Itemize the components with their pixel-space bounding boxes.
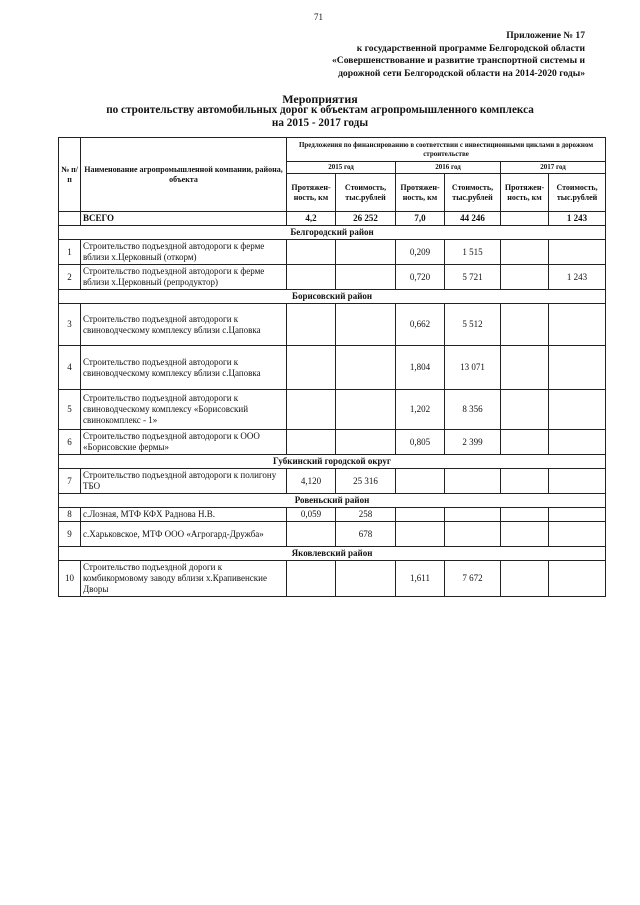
- section-title: Белгородский район: [59, 226, 606, 240]
- cost-2016: 5 721: [445, 265, 501, 290]
- header-num: № п/п: [59, 138, 81, 212]
- length-2016: 1,611: [396, 561, 445, 597]
- appendix-header: [300, 30, 585, 80]
- cost-2016: 1 515: [445, 240, 501, 265]
- cost-2016: 7 672: [445, 561, 501, 597]
- document-subtitle: по строительству автомобильных дорог к объектам агропромышленного комплекса: [106, 104, 534, 116]
- section-row: [59, 455, 606, 469]
- section-title: Ровеньский район: [59, 494, 606, 508]
- cost-2016: [445, 469, 501, 494]
- cost-2015: [336, 304, 396, 346]
- row-number: 8: [59, 508, 81, 522]
- length-2017: [501, 265, 549, 290]
- table-row: [59, 346, 606, 390]
- row-number: 10: [59, 561, 81, 597]
- object-name: Строительство подъездной автодороги к полигону ТБО: [81, 469, 287, 494]
- length-2015: [287, 390, 336, 430]
- object-name: Строительство подъездной дороги к комбикормовому заводу вблизи х.Крапивенские Дворы: [81, 561, 287, 597]
- row-number: 9: [59, 522, 81, 547]
- object-name: с.Лозная, МТФ КФХ Раднова Н.В.: [81, 508, 287, 522]
- table-row: [59, 304, 606, 346]
- appendix-line-3: «Совершенствование и развитие транспортной системы и: [331, 55, 585, 67]
- length-2015: [287, 561, 336, 597]
- total-length-2015: 4,2: [287, 212, 336, 226]
- cost-2016: 8 356: [445, 390, 501, 430]
- length-2017: [501, 390, 549, 430]
- length-2017: [501, 522, 549, 547]
- table-row: [59, 508, 606, 522]
- appendix-line-4: дорожной сети Белгородской области на 2014-2020 годы»: [338, 67, 585, 79]
- section-title: Борисовский район: [59, 290, 606, 304]
- length-2016: 0,805: [396, 430, 445, 455]
- length-2015: [287, 265, 336, 290]
- table-row: [59, 469, 606, 494]
- total-cost-2017: 1 243: [549, 212, 606, 226]
- length-2017: [501, 304, 549, 346]
- header-length-2015: Протяжен-ность, км: [287, 174, 336, 212]
- length-2016: [396, 522, 445, 547]
- cost-2017: [549, 508, 606, 522]
- length-2017: [501, 346, 549, 390]
- cost-2017: [549, 469, 606, 494]
- length-2015: [287, 430, 336, 455]
- header-year-2017: 2017 год: [501, 162, 606, 174]
- object-name: Строительство подъездной автодороги к ООО «Борисовские фермы»: [81, 430, 287, 455]
- section-title: Губкинский городской округ: [59, 455, 606, 469]
- cost-2015: 25 316: [336, 469, 396, 494]
- cost-2016: [445, 508, 501, 522]
- length-2015: 0,059: [287, 508, 336, 522]
- cost-2015: [336, 265, 396, 290]
- cost-2015: [336, 390, 396, 430]
- length-2015: [287, 346, 336, 390]
- length-2017: [501, 430, 549, 455]
- row-number: 1: [59, 240, 81, 265]
- table-row: [59, 430, 606, 455]
- section-row: [59, 290, 606, 304]
- length-2016: [396, 508, 445, 522]
- cost-2017: [549, 430, 606, 455]
- header-length-2017: Протяжен-ность, км: [501, 174, 549, 212]
- table-row: [59, 561, 606, 597]
- cost-2017: [549, 240, 606, 265]
- section-row: [59, 226, 606, 240]
- row-number: 7: [59, 469, 81, 494]
- measures-table: [58, 137, 606, 597]
- header-year-2015: 2015 год: [287, 162, 396, 174]
- length-2016: 0,209: [396, 240, 445, 265]
- section-row: [59, 494, 606, 508]
- table-row: [59, 265, 606, 290]
- section-title: Яковлевский район: [59, 547, 606, 561]
- length-2015: [287, 304, 336, 346]
- cost-2016: 2 399: [445, 430, 501, 455]
- total-row: [59, 212, 606, 226]
- cost-2017: [549, 522, 606, 547]
- object-name: Строительство подъездной автодороги к свиноводческому комплексу вблизи с.Цаповка: [81, 304, 287, 346]
- cost-2017: [549, 390, 606, 430]
- header-proposals: Предложения по финансированию в соответствии с инвестиционными циклами в дорожном строительстве: [287, 138, 606, 162]
- cost-2016: 13 071: [445, 346, 501, 390]
- length-2017: [501, 469, 549, 494]
- cost-2015: [336, 430, 396, 455]
- object-name: Строительство подъездной автодороги к ферме вблизи х.Церковный (репродуктор): [81, 265, 287, 290]
- length-2016: 1,804: [396, 346, 445, 390]
- cost-2017: [549, 346, 606, 390]
- total-length-2016: 7,0: [396, 212, 445, 226]
- length-2016: 0,720: [396, 265, 445, 290]
- cost-2015: 258: [336, 508, 396, 522]
- total-cost-2016: 44 246: [445, 212, 501, 226]
- length-2015: [287, 240, 336, 265]
- length-2017: [501, 240, 549, 265]
- row-number: 4: [59, 346, 81, 390]
- cost-2016: [445, 522, 501, 547]
- header-year-2016: 2016 год: [396, 162, 501, 174]
- total-num-cell: [59, 212, 81, 226]
- table-row: [59, 390, 606, 430]
- total-length-2017: [501, 212, 549, 226]
- cost-2017: [549, 561, 606, 597]
- object-name: Строительство подъездной автодороги к свиноводческому комплексу вблизи с.Цаповка: [81, 346, 287, 390]
- object-name: с.Харьковское, МТФ ООО «Агрогард-Дружба»: [81, 522, 287, 547]
- object-name: Строительство подъездной автодороги к ферме вблизи х.Церковный (откорм): [81, 240, 287, 265]
- length-2017: [501, 561, 549, 597]
- document-title: Мероприятия: [282, 92, 358, 106]
- table-body: [59, 138, 606, 597]
- appendix-line-1: Приложение № 17: [506, 30, 585, 41]
- header-name: Наименование агропромышленной компании, района, объекта: [81, 138, 287, 212]
- document-period: на 2015 - 2017 годы: [271, 117, 369, 129]
- cost-2015: 678: [336, 522, 396, 547]
- length-2017: [501, 508, 549, 522]
- table-row: [59, 240, 606, 265]
- cost-2017: 1 243: [549, 265, 606, 290]
- header-cost-2016: Стоимость, тыс.рублей: [445, 174, 501, 212]
- cost-2015: [336, 561, 396, 597]
- page-number: 71: [314, 12, 323, 22]
- row-number: 6: [59, 430, 81, 455]
- header-length-2016: Протяжен-ность, км: [396, 174, 445, 212]
- section-row: [59, 547, 606, 561]
- header-cost-2015: Стоимость, тыс.рублей: [336, 174, 396, 212]
- length-2016: 0,662: [396, 304, 445, 346]
- total-label: ВСЕГО: [81, 212, 287, 226]
- cost-2015: [336, 346, 396, 390]
- length-2015: 4,120: [287, 469, 336, 494]
- length-2016: 1,202: [396, 390, 445, 430]
- cost-2016: 5 512: [445, 304, 501, 346]
- cost-2015: [336, 240, 396, 265]
- row-number: 3: [59, 304, 81, 346]
- length-2015: [287, 522, 336, 547]
- header-cost-2017: Стоимость, тыс.рублей: [549, 174, 606, 212]
- total-cost-2015: 26 252: [336, 212, 396, 226]
- cost-2017: [549, 304, 606, 346]
- row-number: 2: [59, 265, 81, 290]
- table-row: [59, 522, 606, 547]
- appendix-line-2: к государственной программе Белгородской области: [356, 42, 585, 54]
- row-number: 5: [59, 390, 81, 430]
- length-2016: [396, 469, 445, 494]
- object-name: Строительство подъездной автодороги к свиноводческому комплексу «Борисовский свинокомплекс - 1»: [81, 390, 287, 430]
